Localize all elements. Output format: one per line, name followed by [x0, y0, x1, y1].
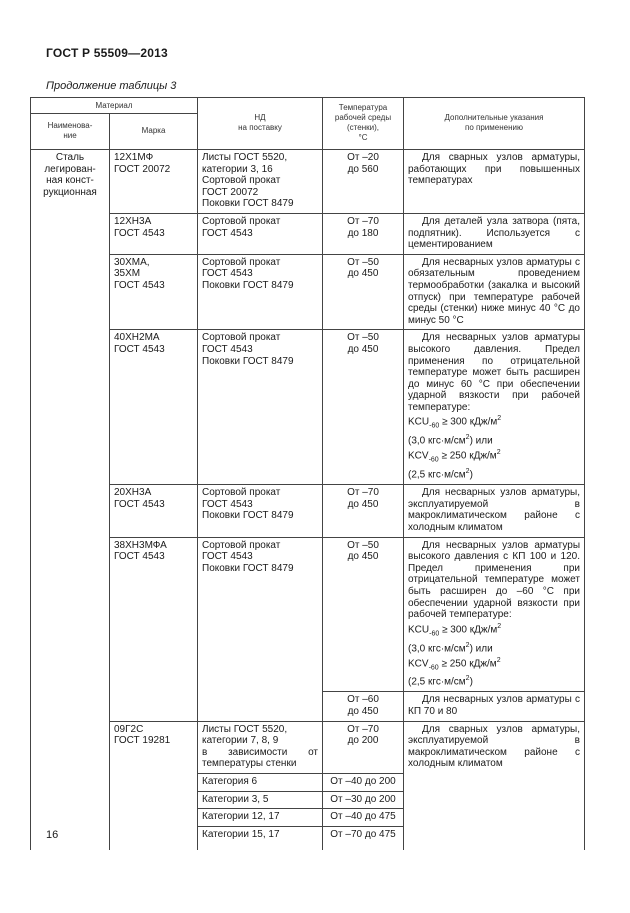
note-cell: Для несварных узлов арматуры с КП 70 и 80 — [404, 692, 585, 721]
temp-cell: От –70 до 180 — [323, 213, 404, 254]
table-row — [31, 330, 585, 485]
temp-cell: От –50 до 450 — [323, 254, 404, 330]
kcv-alt-requirement: (2,5 $кгс\cdot м/см^2$) — [408, 468, 473, 481]
table-row — [31, 537, 585, 692]
grade-cell: 12ХН3А ГОСТ 4543 — [110, 213, 198, 254]
table-row — [31, 254, 585, 330]
note-text: Для несварных узлов арматуры высокого давления с КП 100 и 120. Предел применения при отрицательной температуре может быть расширен до –60 °С при обеспечении ударной вязкости при рабочей температуре: — [408, 539, 580, 621]
table-row — [31, 213, 585, 254]
category-nd-cell: Категории 15, 17 — [198, 826, 323, 850]
kcu-requirement: $KCU_{-60} \ge 300$ кДж/$м^2$ — [408, 622, 502, 638]
category-temp-cell: От –40 до 200 — [323, 773, 404, 791]
grade-cell: 30ХМА, 35ХМ ГОСТ 4543 — [110, 254, 198, 330]
header-grade: Марка — [110, 114, 198, 150]
header-name: Наименова- ние — [31, 114, 110, 150]
temp-cell: От –50 до 450 — [323, 537, 404, 692]
nd-cell: Сортовой прокат ГОСТ 4543 Поковки ГОСТ 8479 — [198, 254, 323, 330]
header-notes: Дополнительные указания по применению — [404, 98, 585, 150]
materials-table — [30, 97, 585, 850]
kcv-alt-requirement: (2,5 $кгс\cdot м/см^2$) — [408, 675, 473, 688]
kcu-alt-requirement: (3,0 $кгс\cdot м/см^2$) или — [408, 641, 493, 654]
category-nd-cell: Категории 12, 17 — [198, 809, 323, 827]
nd-cell: Сортовой прокат ГОСТ 4543 Поковки ГОСТ 8479 — [198, 330, 323, 485]
nd-cell: Сортовой прокат ГОСТ 4543 Поковки ГОСТ 8479 — [198, 485, 323, 537]
nd-cell: Листы ГОСТ 5520, категории 3, 16 Сортовой прокат ГОСТ 20072 Поковки ГОСТ 8479 — [198, 150, 323, 214]
temp-cell: От –20 до 560 — [323, 150, 404, 214]
kcv-requirement: $KCV_{-60} \ge 250$ кДж/$м^2$ — [408, 449, 501, 464]
page-number: 16 — [46, 829, 59, 841]
note-cell: Для деталей узла затвора (пята, подпятник). Используется с цементированием — [404, 213, 585, 254]
note-cell: Для несварных узлов арматуры с обязательным проведением термообработки (закалка и высокий отпуск) при температуре рабочей среды (стенки) ниже минус 40 °С до минус 50 °С — [404, 254, 585, 330]
temp-cell: От –50 до 450 — [323, 330, 404, 485]
temp-cell: От –70 до 450 — [323, 485, 404, 537]
material-name-cell: Сталь легирован- ная конст- рукционная — [31, 150, 110, 850]
note-cell — [404, 537, 585, 692]
note-cell: Для сварных узлов арматуры, работающих при повышенных температурах — [404, 150, 585, 214]
header-nd: НД на поставку — [198, 98, 323, 150]
table-caption: Продолжение таблицы 3 — [46, 80, 177, 92]
kcu-alt-requirement: (3,0 $кгс\cdot м/см^2$) или — [408, 434, 493, 447]
kcu-requirement: $KCU_{-60} \ge 300$ кДж/$м^2$ — [408, 415, 502, 430]
table-row — [31, 721, 585, 773]
temp-cell: От –70 до 200 — [323, 721, 404, 773]
page-header-title: ГОСТ Р 55509—2013 — [46, 46, 168, 60]
header-temperature: Температура рабочей среды (стенки), °С — [323, 98, 404, 150]
grade-cell: 38ХН3МФА ГОСТ 4543 — [110, 537, 198, 721]
nd-cell: Листы ГОСТ 5520, категории 7, 8, 9 в зависимости от температуры стенки — [198, 721, 323, 773]
category-temp-cell: От –40 до 475 — [323, 809, 404, 827]
grade-cell: 20ХН3А ГОСТ 4543 — [110, 485, 198, 537]
category-nd-cell: Категории 3, 5 — [198, 791, 323, 809]
table-header-row — [31, 98, 585, 114]
header-material: Материал — [31, 98, 198, 114]
nd-cell: Сортовой прокат ГОСТ 4543 — [198, 213, 323, 254]
table-row — [31, 485, 585, 537]
nd-cell: Сортовой прокат ГОСТ 4543 Поковки ГОСТ 8479 — [198, 537, 323, 721]
note-text: Для несварных узлов арматуры высокого давления. Предел применения по отрицательной температуре может быть расширен до минус 60 °С при обеспечении ударной вязкости при рабочей температуре: — [408, 332, 580, 413]
grade-cell: 09Г2С ГОСТ 19281 — [110, 721, 198, 850]
note-cell: Для сварных узлов арматуры, эксплуатируемой в макроклиматическом районе с холодным климатом — [404, 721, 585, 850]
kcv-requirement: $KCV_{-60} \ge 250$ кДж/$м^2$ — [408, 656, 501, 671]
table-row — [31, 150, 585, 214]
grade-cell: 40ХН2МА ГОСТ 4543 — [110, 330, 198, 485]
note-cell — [404, 330, 585, 485]
temp-cell: От –60 до 450 — [323, 692, 404, 721]
grade-cell: 12Х1МФ ГОСТ 20072 — [110, 150, 198, 214]
category-temp-cell: От –30 до 200 — [323, 791, 404, 809]
note-cell: Для несварных узлов арматуры, эксплуатируемой в макроклиматическом районе с холодным климатом — [404, 485, 585, 537]
category-nd-cell: Категория 6 — [198, 773, 323, 791]
category-temp-cell: От –70 до 475 — [323, 826, 404, 850]
